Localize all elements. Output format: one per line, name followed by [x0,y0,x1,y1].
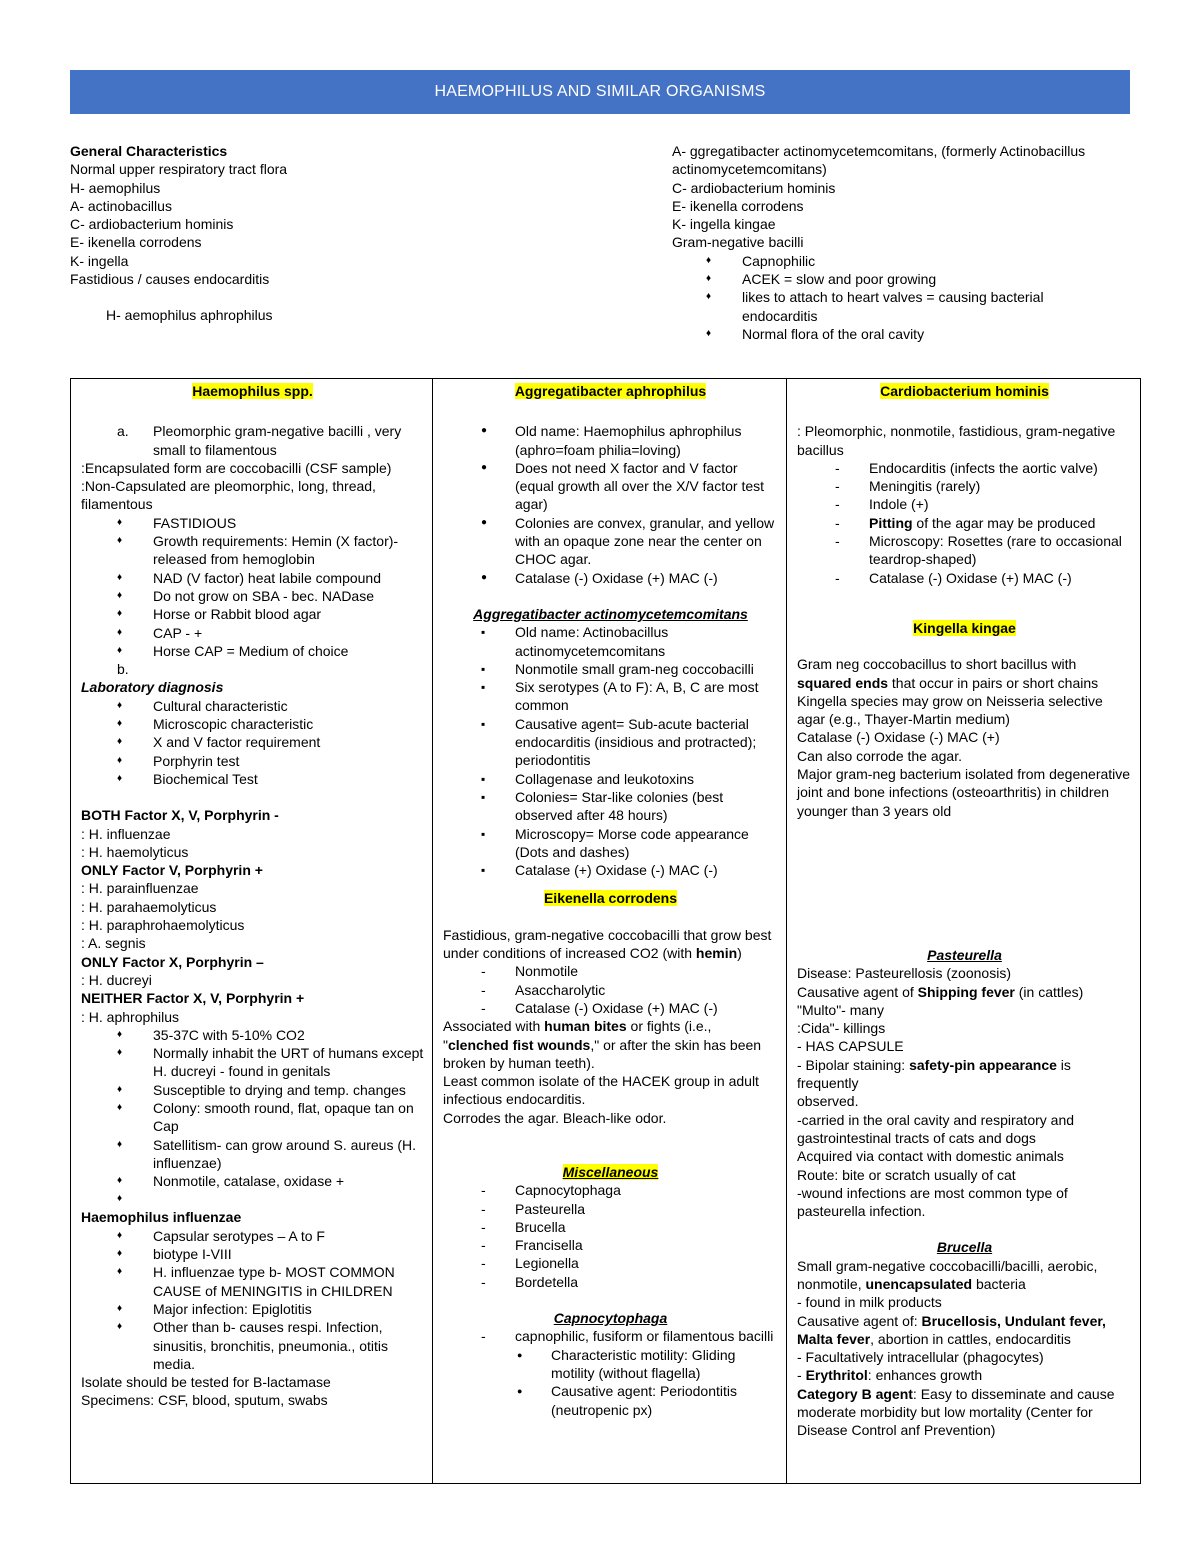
general-line: E- ikenella corrodens [672,197,804,214]
list-item: - Legionella [443,1254,778,1272]
general-line: Gram-negative bacilli [672,234,804,251]
general-indented-line: H- aemophilus aphrophilus [106,307,273,324]
capnocytophaga-heading: Capnocytophaga [553,1310,668,1327]
list-item: - Nonmotile [443,962,778,980]
list-item: - Asaccharolytic [443,981,778,999]
general-line: C- ardiobacterium hominis [70,216,234,233]
miscellaneous-heading: Miscellaneous [562,1163,659,1180]
list-item: ♦ FASTIDIOUS [81,514,424,532]
list-item: ▪ Microscopy= Morse code appearance (Dots and dashes) [443,825,778,862]
list-item: - Microscopy: Rosettes (rare to occasional teardrop-shaped) [797,532,1132,569]
list-item: ♦ Colony: smooth round, flat, opaque tan on Cap [81,1099,424,1136]
list-item: ♦ Normally inhabit the URT of humans except H. ducreyi - found in genitals [81,1044,424,1081]
list-item: ♦ Horse or Rabbit blood agar [81,605,424,623]
text-line: "Multo"- many [797,1001,884,1018]
list-marker-b: b. [117,661,129,678]
list-item: ♦ Major infection: Epiglotitis [81,1300,424,1318]
list-item: ♦ Biochemical Test [81,770,424,788]
list-item: ♦ X and V factor requirement [81,733,424,751]
list-item: ▪ Colonies= Star-like colonies (best observed after 48 hours) [443,788,778,825]
list-item: ▪ Collagenase and leukotoxins [443,770,778,788]
text-line: Fastidious, gram-negative coccobacilli that grow best under conditions of increased CO2 (with hemin) [443,926,772,962]
general-line: Normal upper respiratory tract flora [70,161,288,178]
general-line: K- ingella kingae [672,216,776,233]
bullet-list [443,422,778,587]
list-item: ♦ Porphyrin test [81,752,424,770]
actinomycetemcomitans-heading: Aggregatibacter actinomycetemcomitans [473,605,748,622]
bullet-list [81,1227,424,1373]
text-line: Catalase (-) Oxidase (-) MAC (+) [797,729,1000,746]
list-item: ● Characteristic motility: Gliding motility (without flagella) [443,1346,778,1383]
general-line: Fastidious / causes endocarditis [70,271,270,288]
list-item: ♦ Normal flora of the oral cavity [672,325,1112,343]
text-line: Can also corrode the agar. [797,747,962,764]
text-line: Causative agent of: Brucellosis, Undulant fever, Malta fever, abortion in cattles, endocarditis [797,1312,1106,1347]
list-item: - Indole (+) [797,495,1132,513]
list-item: ● Old name: Haemophilus aphrophilus (aphro=foam philia=loving) [443,422,778,459]
text-line: : H. haemolyticus [81,843,189,860]
text-line: : H. parahaemolyticus [81,898,217,915]
general-line: K- ingella [70,252,129,269]
cardiobacterium-column [787,379,1141,1484]
list-item: - Francisella [443,1236,778,1254]
factor-heading: NEITHER Factor X, V, Porphyrin + [81,990,305,1007]
list-item: - Catalase (-) Oxidase (+) MAC (-) [797,569,1132,587]
text-line: Gram neg coccobacillus to short bacillus with squared ends that occur in pairs or short chains [797,656,1099,691]
list-item: ▪ Nonmotile small gram-neg coccobacilli [443,660,778,678]
list-item: ♦ Susceptible to drying and temp. changes [81,1081,424,1099]
list-item: ♦ Nonmotile, catalase, oxidase + [81,1172,424,1190]
list-item: ● Colonies are convex, granular, and yellow with an opaque zone near the center on CHOC agar. [443,514,778,569]
text-line: - found in milk products [797,1294,942,1311]
bullet-list [443,1346,778,1419]
dash-list [443,962,778,1017]
text-line: : A. segnis [81,935,146,952]
text-line: observed. [797,1093,859,1110]
general-characteristics-left [70,142,630,325]
text-line: Kingella species may grow on Neisseria selective agar (e.g., Thayer-Martin medium) [797,692,1103,728]
text-line: Causative agent of Shipping fever (in cattles) [797,983,1084,1000]
list-item: ● Catalase (-) Oxidase (+) MAC (-) [443,569,778,587]
text-line: :Non-Capsulated are pleomorphic, long, thread, filamentous [81,478,376,513]
text-line: -carried in the oral cavity and respiratory and gastrointestinal tracts of cats and dogs [797,1111,1075,1146]
alpha-list [81,422,424,459]
text-line: : H. aphrophilus [81,1008,180,1025]
organism-table [70,378,1141,1484]
list-item: ♦ Do not grow on SBA - bec. NADase [81,587,424,605]
list-item: - Pitting of the agar may be produced [797,514,1132,532]
haemophilus-influenzae-heading: Haemophilus influenzae [81,1209,242,1226]
lab-diagnosis-heading: Laboratory diagnosis [81,679,224,696]
text-line: - Facultatively intracellular (phagocytes) [797,1349,1044,1366]
text-line: : H. parainfluenzae [81,880,199,897]
text-line: Acquired via contact with domestic animals [797,1148,1064,1165]
cardiobacterium-title: Cardiobacterium hominis [880,383,1049,399]
list-item: - Pasteurella [443,1200,778,1218]
list-item: - Brucella [443,1218,778,1236]
text-line: - Erythritol: enhances growth [797,1367,983,1384]
text-line: :Cida"- killings [797,1020,886,1037]
list-item: ♦ Other than b- causes respi. Infection, sinusitis, bronchitis, pneumonia., otitis media. [81,1318,424,1373]
aggregatibacter-title: Aggregatibacter aphrophilus [514,383,707,399]
text-line: : H. ducreyi [81,971,152,988]
haemophilus-title: Haemophilus spp. [192,383,313,399]
text-line: -wound infections are most common type of pasteurella infection. [797,1184,1068,1220]
bullet-list [81,697,424,788]
general-line: H- aemophilus [70,179,161,196]
dash-list [443,1327,778,1345]
bullet-list [81,514,424,660]
list-item: ♦ likes to attach to heart valves = causing bacterial endocarditis [672,288,1112,325]
text-line: Least common isolate of the HACEK group in adult infectious endocarditis. [443,1073,759,1108]
haemophilus-column [71,379,433,1484]
bullet-list [443,623,778,879]
text-line: Small gram-negative coccobacilli/bacilli, aerobic, nonmotile, unencapsulated bacteria [797,1257,1098,1292]
list-item: - Meningitis (rarely) [797,477,1132,495]
list-item: ♦ NAD (V factor) heat labile compound [81,569,424,587]
text-line: Specimens: CSF, blood, sputum, swabs [81,1392,328,1409]
factor-heading: ONLY Factor V, Porphyrin + [81,862,263,879]
list-item: ♦ Capsular serotypes – A to F [81,1227,424,1245]
general-line: A- actinobacillus [70,197,172,214]
list-item: ♦ Satellitism- can grow around S. aureus (H. influenzae) [81,1136,424,1173]
list-item: ▪ Catalase (+) Oxidase (-) MAC (-) [443,861,778,879]
list-item: - Catalase (-) Oxidase (+) MAC (-) [443,999,778,1017]
text-line: Corrodes the agar. Bleach-like odor. [443,1109,667,1126]
list-item: ▪ Causative agent= Sub-acute bacterial endocarditis (insidious and protracted); periodontitis [443,715,778,770]
list-item: ♦ Cultural characteristic [81,697,424,715]
text-line: Category B agent: Easy to disseminate and cause moderate morbidity but low mortality (Center for Disease Control anf Prevention) [797,1385,1115,1439]
text-line: - Bipolar staining: safety-pin appearance is frequently [797,1056,1071,1092]
text-line: Major gram-neg bacterium isolated from degenerative joint and bone infections (osteoarthritis) in children younger than 3 years old [797,766,1131,819]
list-item: ♦ Horse CAP = Medium of choice [81,642,424,660]
dash-list [797,459,1132,587]
bullet-list [81,1026,424,1209]
general-bullet-list [672,252,1112,343]
list-item [81,1190,424,1208]
brucella-heading: Brucella [936,1239,993,1256]
dash-list [443,1181,778,1291]
general-line: E- ikenella corrodens [70,234,202,251]
text-line: Disease: Pasteurellosis (zoonosis) [797,965,1011,982]
list-item: ♦ ACEK = slow and poor growing [672,270,1112,288]
factor-heading: BOTH Factor X, V, Porphyrin - [81,807,279,824]
factor-heading: ONLY Factor X, Porphyrin – [81,953,264,970]
list-item: - Bordetella [443,1273,778,1291]
list-item: ♦ biotype I-VIII [81,1245,424,1263]
list-item: ● Does not need X factor and V factor (equal growth all over the X/V factor test agar) [443,459,778,514]
list-item: ♦ CAP - + [81,624,424,642]
list-item: ♦ Capnophilic [672,252,1112,270]
list-item: ♦ Microscopic characteristic [81,715,424,733]
text-line: Associated with human bites or fights (i.e., "clenched fist wounds," or after the skin has been broken by human teeth). [443,1018,762,1071]
list-item: ▪ Old name: Actinobacillus actinomycetemcomitans [443,623,778,660]
text-line: : Pleomorphic, nonmotile, fastidious, gram-negative bacillus [797,423,1116,458]
page-title-banner: HAEMOPHILUS AND SIMILAR ORGANISMS [70,70,1130,114]
eikenella-heading: Eikenella corrodens [543,890,678,907]
general-characteristics-right [672,142,1112,343]
list-item: ♦ Growth requirements: Hemin (X factor)- released from hemoglobin [81,532,424,569]
text-line: : H. influenzae [81,825,171,842]
general-line: C- ardiobacterium hominis [672,179,836,196]
text-line: :Encapsulated form are coccobacilli (CSF sample) [81,459,392,476]
kingella-heading: Kingella kingae [913,619,1016,636]
list-item: - Endocarditis (infects the aortic valve) [797,459,1132,477]
list-item: ● Causative agent: Periodontitis (neutropenic px) [443,1382,778,1419]
list-item: ▪ Six serotypes (A to F): A, B, C are most common [443,678,778,715]
text-line: - HAS CAPSULE [797,1038,904,1055]
general-line: A- ggregatibacter actinomycetemcomitans, (formerly Actinobacillus actinomycetemcomitans) [672,143,1086,178]
list-item: - Capnocytophaga [443,1181,778,1199]
text-line: Route: bite or scratch usually of cat [797,1166,1016,1183]
list-item: ♦ H. influenzae type b- MOST COMMON CAUSE of MENINGITIS in CHILDREN [81,1263,424,1300]
list-item: ♦ 35-37C with 5-10% CO2 [81,1026,424,1044]
list-item: a. Pleomorphic gram-negative bacilli , very small to filamentous [81,422,424,459]
list-item: - capnophilic, fusiform or filamentous bacilli [443,1327,778,1345]
text-line: Isolate should be tested for B-lactamase [81,1374,331,1391]
text-line: : H. paraphrohaemolyticus [81,917,245,934]
pasteurella-heading: Pasteurella [927,946,1002,963]
general-heading: General Characteristics [70,143,228,159]
aggregatibacter-column [433,379,787,1484]
